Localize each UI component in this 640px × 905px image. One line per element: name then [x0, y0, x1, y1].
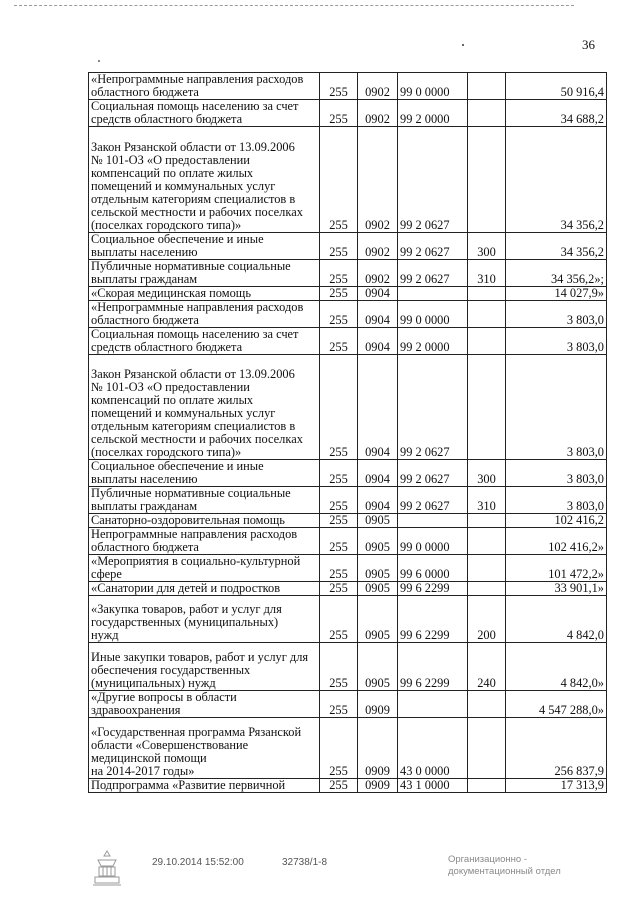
cell-c1: 255	[320, 582, 358, 596]
cell-c1: 255	[320, 528, 358, 555]
cell-amount: 102 416,2	[506, 514, 607, 528]
cell-c2: 0904	[358, 487, 398, 514]
cell-c2: 0905	[358, 643, 398, 691]
table-row	[89, 582, 607, 596]
cell-amount: 102 416,2»	[506, 528, 607, 555]
cell-c3: 99 6 2299	[398, 596, 468, 643]
cell-c4	[468, 328, 506, 355]
cell-amount: 4 842,0»	[506, 643, 607, 691]
table-row	[89, 718, 607, 779]
cell-c4: 300	[468, 233, 506, 260]
cell-c4	[468, 100, 506, 127]
cell-c1: 255	[320, 328, 358, 355]
cell-amount: 17 313,9	[506, 779, 607, 793]
budget-table-body	[89, 73, 607, 793]
cell-amount: 34 356,2	[506, 233, 607, 260]
cell-c2: 0904	[358, 460, 398, 487]
cell-c1: 255	[320, 643, 358, 691]
cell-c3	[398, 287, 468, 301]
cell-c1: 255	[320, 691, 358, 718]
cell-c3	[398, 691, 468, 718]
cell-c3: 99 6 2299	[398, 582, 468, 596]
cell-c2: 0902	[358, 127, 398, 233]
cell-c3: 99 2 0627	[398, 233, 468, 260]
cell-amount: 3 803,0	[506, 355, 607, 460]
cell-name: Непрограммные направления расходов областного бюджета	[89, 528, 320, 555]
cell-name: «Мероприятия в социально-культурной сфере	[89, 555, 320, 582]
cell-c4: 240	[468, 643, 506, 691]
cell-name: Санаторно-оздоровительная помощь	[89, 514, 320, 528]
cell-c1: 255	[320, 487, 358, 514]
cell-c2: 0904	[358, 301, 398, 328]
cell-c4	[468, 514, 506, 528]
scan-top-rule	[14, 5, 574, 6]
cell-c1: 255	[320, 514, 358, 528]
table-row	[89, 355, 607, 460]
cell-name: Публичные нормативные социальные выплаты гражданам	[89, 260, 320, 287]
cell-c2: 0905	[358, 582, 398, 596]
table-row	[89, 487, 607, 514]
cell-c3: 99 0 0000	[398, 528, 468, 555]
cell-c2: 0902	[358, 233, 398, 260]
table-row	[89, 301, 607, 328]
table-row	[89, 260, 607, 287]
cell-c4: 310	[468, 487, 506, 514]
cell-amount: 14 027,9»	[506, 287, 607, 301]
cell-name: Социальная помощь населению за счет средств областного бюджета	[89, 328, 320, 355]
cell-c1: 255	[320, 301, 358, 328]
cell-c3: 43 1 0000	[398, 779, 468, 793]
cell-c4	[468, 301, 506, 328]
cell-name: Закон Рязанской области от 13.09.2006 № 101-ОЗ «О предоставлении компенсаций по оплате жилых помещений и коммунальных услуг отдельным категориям специалистов в сельской местности и рабочих поселках (поселках городского типа)»	[89, 355, 320, 460]
cell-c2: 0902	[358, 73, 398, 100]
cell-name: «Непрограммные направления расходов областного бюджета	[89, 73, 320, 100]
table-row	[89, 73, 607, 100]
cell-c1: 255	[320, 73, 358, 100]
cell-c2: 0904	[358, 355, 398, 460]
table-row	[89, 555, 607, 582]
cell-c1: 255	[320, 460, 358, 487]
cell-amount: 4 842,0	[506, 596, 607, 643]
cell-c3	[398, 514, 468, 528]
table-row	[89, 643, 607, 691]
cell-amount: 34 356,2»;	[506, 260, 607, 287]
cell-c4: 300	[468, 460, 506, 487]
footer-organization-stamp: Организационно - документационный отдел	[448, 854, 561, 877]
cell-c1: 255	[320, 355, 358, 460]
cell-name: «Закупка товаров, работ и услуг для государственных (муниципальных) нужд	[89, 596, 320, 643]
cell-c4	[468, 127, 506, 233]
cell-name: Закон Рязанской области от 13.09.2006 № 101-ОЗ «О предоставлении компенсаций по оплате жилых помещений и коммунальных услуг отдельным категориям специалистов в сельской местности и рабочих поселках (поселках городского типа)»	[89, 127, 320, 233]
cell-amount: 3 803,0	[506, 487, 607, 514]
cell-c2: 0905	[358, 555, 398, 582]
cell-c4	[468, 582, 506, 596]
page-number: 36	[582, 37, 595, 52]
cell-c4	[468, 691, 506, 718]
cell-name: Социальная помощь населению за счет средств областного бюджета	[89, 100, 320, 127]
table-row	[89, 100, 607, 127]
cell-name: Социальное обеспечение и иные выплаты населению	[89, 460, 320, 487]
cell-c2: 0904	[358, 328, 398, 355]
cell-amount: 3 803,0	[506, 301, 607, 328]
cell-c2: 0904	[358, 287, 398, 301]
cell-name: «Скорая медицинская помощь	[89, 287, 320, 301]
cell-c4: 310	[468, 260, 506, 287]
scan-speck	[98, 60, 100, 62]
cell-amount: 34 688,2	[506, 100, 607, 127]
cell-c3: 99 6 0000	[398, 555, 468, 582]
cell-c4	[468, 528, 506, 555]
cell-name: Социальное обеспечение и иные выплаты населению	[89, 233, 320, 260]
cell-name: «Непрограммные направления расходов областного бюджета	[89, 301, 320, 328]
cell-c4	[468, 287, 506, 301]
cell-c1: 255	[320, 596, 358, 643]
table-row	[89, 596, 607, 643]
cell-c3: 99 2 0000	[398, 100, 468, 127]
cell-c4	[468, 779, 506, 793]
table-row	[89, 287, 607, 301]
cell-c1: 255	[320, 127, 358, 233]
cell-amount: 34 356,2	[506, 127, 607, 233]
cell-c1: 255	[320, 555, 358, 582]
cell-c1: 255	[320, 779, 358, 793]
cell-amount: 3 803,0	[506, 328, 607, 355]
cell-c3: 99 6 2299	[398, 643, 468, 691]
cell-name: Иные закупки товаров, работ и услуг для обеспечения государственных (муниципальных) нужд	[89, 643, 320, 691]
cell-c3: 99 0 0000	[398, 301, 468, 328]
cell-c2: 0909	[358, 779, 398, 793]
cell-name: «Другие вопросы в области здравоохранения	[89, 691, 320, 718]
table-row	[89, 233, 607, 260]
cell-c2: 0909	[358, 718, 398, 779]
cell-c1: 255	[320, 287, 358, 301]
cell-c4: 200	[468, 596, 506, 643]
table-row	[89, 328, 607, 355]
cell-c3: 43 0 0000	[398, 718, 468, 779]
cell-amount: 33 901,1»	[506, 582, 607, 596]
cell-amount: 101 472,2»	[506, 555, 607, 582]
footer-document-code: 32738/1-8	[282, 857, 328, 868]
cell-amount: 3 803,0	[506, 460, 607, 487]
cell-c2: 0909	[358, 691, 398, 718]
cell-c2: 0902	[358, 100, 398, 127]
footer-date: 29.10.2014 15:52:00	[152, 857, 244, 868]
cell-c4	[468, 355, 506, 460]
cell-c2: 0905	[358, 596, 398, 643]
cell-c3: 99 2 0000	[398, 328, 468, 355]
cell-c2: 0905	[358, 514, 398, 528]
table-row	[89, 460, 607, 487]
cell-c4	[468, 555, 506, 582]
table-row	[89, 691, 607, 718]
cell-amount: 4 547 288,0»	[506, 691, 607, 718]
cell-name: Подпрограмма «Развитие первичной	[89, 779, 320, 793]
cell-c1: 255	[320, 718, 358, 779]
cell-c2: 0902	[358, 260, 398, 287]
table-row	[89, 528, 607, 555]
budget-table	[88, 72, 607, 793]
cell-c4	[468, 718, 506, 779]
cell-amount: 50 916,4	[506, 73, 607, 100]
table-row	[89, 514, 607, 528]
cell-c3: 99 0 0000	[398, 73, 468, 100]
cell-c4	[468, 73, 506, 100]
cell-c3: 99 2 0627	[398, 460, 468, 487]
table-row	[89, 127, 607, 233]
cell-c3: 99 2 0627	[398, 127, 468, 233]
cell-amount: 256 837,9	[506, 718, 607, 779]
cell-name: «Санатории для детей и подростков	[89, 582, 320, 596]
cell-c1: 255	[320, 260, 358, 287]
cell-c1: 255	[320, 233, 358, 260]
cell-c3: 99 2 0627	[398, 260, 468, 287]
cell-c2: 0905	[358, 528, 398, 555]
cell-c3: 99 2 0627	[398, 487, 468, 514]
cell-c3: 99 2 0627	[398, 355, 468, 460]
cell-name: «Государственная программа Рязанской области «Совершенствование медицинской помощи на 2014-2017 годы»	[89, 718, 320, 779]
organization-logo-icon	[90, 848, 124, 888]
cell-c1: 255	[320, 100, 358, 127]
table-row	[89, 779, 607, 793]
scan-speck	[462, 44, 464, 46]
cell-name: Публичные нормативные социальные выплаты гражданам	[89, 487, 320, 514]
